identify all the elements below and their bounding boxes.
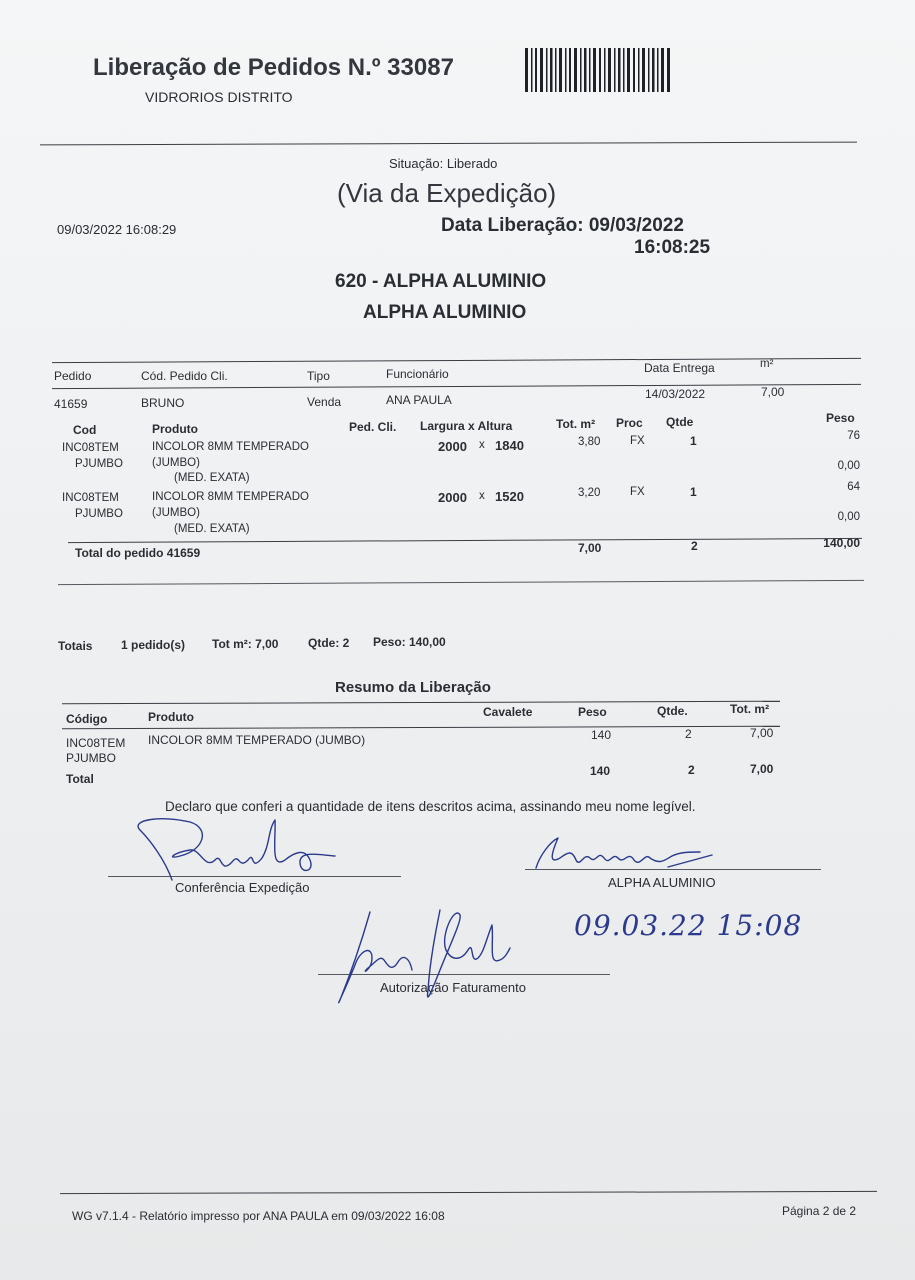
col-m2: m² xyxy=(760,358,774,370)
summary-col-cavalete: Cavalete xyxy=(483,705,533,719)
summary-title: Resumo da Liberação xyxy=(335,679,491,696)
totals-qtde: Qtde: 2 xyxy=(308,636,350,650)
item-1-peso-2: 0,00 xyxy=(837,460,860,472)
summary-total-label: Total xyxy=(66,772,94,786)
item-1-produto-3: (MED. EXATA) xyxy=(174,472,250,484)
signature-paulo xyxy=(138,819,335,880)
item-1-produto-2: (JUMBO) xyxy=(152,457,200,469)
autorizacao-label: Autorização Faturamento xyxy=(380,980,526,995)
item-2-peso: 64 xyxy=(847,481,860,493)
summary-row-tot-m2: 7,00 xyxy=(750,726,774,740)
summary-col-peso: Peso xyxy=(578,705,607,719)
print-datetime: 09/03/2022 16:08:29 xyxy=(57,222,177,237)
item-1-largura: 2000 xyxy=(438,439,467,454)
release-time: 16:08:25 xyxy=(634,237,711,258)
order-m2: 7,00 xyxy=(761,385,785,399)
item-1-qtde: 1 xyxy=(690,434,697,448)
via-label: (Via da Expedição) xyxy=(337,178,557,208)
order-total-rule xyxy=(68,538,862,543)
summary-row-codigo-2: PJUMBO xyxy=(66,751,117,765)
item-1-x: x xyxy=(479,439,485,451)
summary-total-tot-m2: 7,00 xyxy=(750,762,774,776)
item-2-peso-2: 0,00 xyxy=(837,511,860,523)
barcode xyxy=(525,48,670,92)
signature-line-autorizacao xyxy=(318,974,610,975)
col-tipo: Tipo xyxy=(307,369,330,383)
footer-print-info: WG v7.1.4 - Relatório impresso por ANA PAULA em 09/03/2022 16:08 xyxy=(72,1209,445,1223)
summary-header-rule xyxy=(62,726,780,730)
order-total-label: Total do pedido 41659 xyxy=(75,546,201,560)
cliente-label: ALPHA ALUMINIO xyxy=(608,875,716,890)
item-1-peso: 76 xyxy=(847,430,860,442)
item-2-x: x xyxy=(479,490,485,502)
order-table-top-rule xyxy=(52,358,861,363)
summary-total-peso: 140 xyxy=(590,764,611,778)
item-2-produto: INCOLOR 8MM TEMPERADO xyxy=(152,491,309,503)
totals-peso: Peso: 140,00 xyxy=(373,635,446,649)
order-table-header-rule xyxy=(52,384,861,389)
signature-cliente xyxy=(536,838,712,868)
signature-line-conferencia xyxy=(108,876,401,877)
declaration-text: Declaro que conferi a quantidade de itens descritos acima, assinando meu nome legível. xyxy=(165,799,696,814)
items-col-tot-m2: Tot. m² xyxy=(556,417,596,431)
order-total-peso: 140,00 xyxy=(823,536,860,550)
totals-m2: Tot m²: 7,00 xyxy=(212,637,279,651)
col-funcionario: Funcionário xyxy=(386,367,449,381)
item-2-cod: INC08TEM xyxy=(62,492,119,504)
items-col-cod: Cod xyxy=(73,423,97,437)
item-2-largura: 2000 xyxy=(438,490,467,505)
item-1-altura: 1840 xyxy=(495,438,524,453)
handwritten-date: 09.03.22 15:08 xyxy=(574,909,803,942)
item-2-produto-3: (MED. EXATA) xyxy=(174,523,250,535)
conferencia-label: Conferência Expedição xyxy=(175,880,310,895)
order-funcionario: ANA PAULA xyxy=(386,393,452,407)
order-tipo: Venda xyxy=(307,395,342,409)
items-col-produto: Produto xyxy=(152,422,198,436)
summary-row-produto: INCOLOR 8MM TEMPERADO (JUMBO) xyxy=(148,733,366,747)
company-name: VIDRORIOS DISTRITO xyxy=(145,89,293,105)
summary-col-tot-m2: Tot. m² xyxy=(730,702,770,716)
item-2-produto-2: (JUMBO) xyxy=(152,507,200,519)
client-line-1: 620 - ALPHA ALUMINIO xyxy=(335,271,547,292)
footer-divider xyxy=(60,1191,877,1194)
release-date: Data Liberação: 09/03/2022 xyxy=(441,215,684,236)
summary-col-qtde: Qtde. xyxy=(657,704,688,718)
items-col-proc: Proc xyxy=(616,416,643,430)
item-2-cod-2: PJUMBO xyxy=(75,508,123,520)
order-total-qtde: 2 xyxy=(691,539,698,553)
summary-row-qtde: 2 xyxy=(685,727,692,741)
item-1-proc: FX xyxy=(630,435,645,447)
client-line-2: ALPHA ALUMINIO xyxy=(363,302,527,323)
summary-total-qtde: 2 xyxy=(688,763,695,777)
order-cod-pedido-cli: BRUNO xyxy=(141,396,185,410)
items-col-ped-cli: Ped. Cli. xyxy=(349,420,397,434)
situation-label: Situação: Liberado xyxy=(389,156,498,171)
summary-col-produto: Produto xyxy=(148,710,194,724)
col-pedido: Pedido xyxy=(54,369,92,383)
item-1-cod: INC08TEM xyxy=(62,442,119,454)
footer-page-number: Página 2 de 2 xyxy=(782,1204,857,1218)
order-total-m2: 7,00 xyxy=(578,541,602,555)
item-2-qtde: 1 xyxy=(690,485,697,499)
col-data-entrega: Data Entrega xyxy=(644,361,715,375)
col-cod-pedido-cli: Cód. Pedido Cli. xyxy=(141,369,228,383)
document-title: Liberação de Pedidos N.º 33087 xyxy=(93,54,454,81)
item-1-produto: INCOLOR 8MM TEMPERADO xyxy=(152,441,309,453)
item-2-tot-m2: 3,20 xyxy=(578,487,601,499)
header-divider xyxy=(40,142,857,146)
item-1-tot-m2: 3,80 xyxy=(578,436,601,448)
item-1-cod-2: PJUMBO xyxy=(75,458,123,470)
items-col-peso: Peso xyxy=(826,411,855,425)
item-2-altura: 1520 xyxy=(495,489,524,504)
order-data-entrega: 14/03/2022 xyxy=(645,387,706,401)
signature-line-cliente xyxy=(525,869,821,870)
summary-row-peso: 140 xyxy=(591,728,612,742)
order-pedido: 41659 xyxy=(54,397,88,411)
summary-col-codigo: Código xyxy=(66,712,108,726)
summary-row-codigo: INC08TEM xyxy=(66,736,126,750)
order-section-bottom-rule xyxy=(58,580,864,585)
item-2-proc: FX xyxy=(630,486,645,498)
items-col-qtde: Qtde xyxy=(666,415,694,429)
items-col-largura-altura: Largura x Altura xyxy=(420,419,513,433)
totals-pedidos: 1 pedido(s) xyxy=(121,638,186,652)
totals-label: Totais xyxy=(58,639,93,653)
